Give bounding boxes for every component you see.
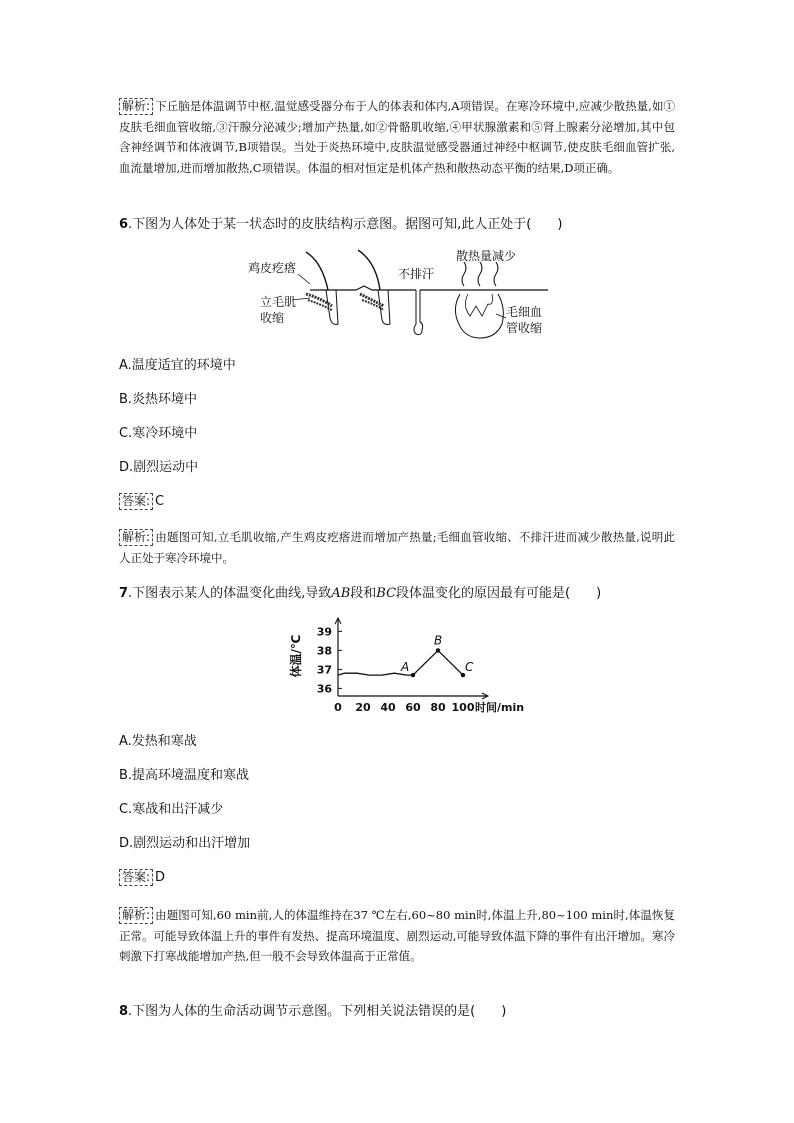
y-tick-label: 37: [316, 663, 332, 677]
skin-surface-line: [310, 286, 416, 290]
answer-tag: 答案:: [119, 869, 153, 886]
y-tick-label: 36: [316, 682, 332, 696]
label-no-sweat: 不排汗: [398, 267, 435, 281]
segment-ab: AB: [331, 586, 351, 601]
point-b: [436, 648, 440, 652]
analysis-text: 由题图可知,60 min前,人的体温维持在37 ℃左右,60~80 min时,体温上升,80~100 min时,体温恢复正常。可能导致体温上升的事件有发热、提高环境温度、剧烈运动,可能导致体温下降的事件有出汗增加。寒冷刺激下打寒战能增加产热,但一般不会导致体温高于正常值。: [119, 908, 675, 963]
question-stem: 段和: [350, 586, 377, 601]
analysis-text: 下丘脑是体温调节中枢,温觉感受器分布于人的体表和体内,A项错误。在寒冷环境中,应减少散热量,如①皮肤毛细血管收缩,③汗腺分泌减少;增加产热量,如②骨骼肌收缩,④甲状腺激素和⑤肾上腺素分泌增加,其中包含神经调节和体液调节,B项错误。当处于炎热环境中,皮肤温觉感受器通过神经中枢调节,使皮肤毛细血管扩张,血流量增加,进而增加散热,C项错误。体温的相对恒定是机体产热和散热动态平衡的结果,D项正确。: [119, 99, 675, 175]
sweat-gland: [414, 290, 423, 335]
x-tick-label: 80: [430, 701, 446, 714]
temperature-chart: [289, 614, 525, 720]
chart-ticks: [317, 625, 524, 714]
chart-points: [400, 633, 474, 677]
x-tick-label: 60: [405, 701, 421, 714]
option-b: B.提高环境温度和寒战: [119, 768, 250, 783]
question-number: 8: [119, 1004, 129, 1019]
question-number: 6: [119, 217, 129, 232]
capillary-loop: [465, 294, 492, 316]
label-goose-bumps: 鸡皮疙瘩: [248, 261, 297, 275]
hair: [306, 252, 328, 290]
label-arrector-muscle-2: 收缩: [260, 311, 285, 325]
question-8: [119, 1003, 675, 1021]
analysis-q5: [119, 96, 675, 178]
y-tick-label: 38: [316, 644, 332, 658]
x-axis-label: 时间/min: [475, 701, 525, 714]
question-7: [119, 585, 675, 603]
label-arrector-muscle: 立毛肌: [260, 295, 297, 309]
question-6: [119, 216, 675, 234]
label-capillary: 毛细血: [506, 305, 543, 319]
x-tick-label: 20: [355, 701, 371, 714]
x-tick-label: 0: [334, 701, 342, 714]
heat-wave: [494, 262, 498, 286]
option-b: B.炎热环境中: [119, 392, 198, 407]
point-label-b: B: [434, 633, 443, 648]
question-number: 7: [119, 586, 129, 601]
option-a: A.温度适宜的环境中: [119, 358, 236, 373]
answer-value: D: [155, 870, 166, 885]
option-d: D.剧烈运动中: [119, 460, 199, 475]
y-tick-label: 39: [316, 625, 332, 639]
question-stem: .下图为人体处于某一状态时的皮肤结构示意图。据图可知,此人正处于( ): [128, 217, 563, 232]
answer-tag: 答案:: [119, 493, 153, 510]
x-tick-label: 100: [451, 701, 475, 714]
skin-structure-figure: [248, 246, 553, 350]
point-label-a: A: [401, 660, 410, 675]
point-a: [411, 673, 415, 677]
leader-line: [496, 314, 506, 318]
hair: [358, 250, 380, 290]
point-label-c: C: [465, 660, 474, 675]
answer-value: C: [155, 494, 165, 509]
heat-wave: [478, 262, 482, 286]
analysis-tag: 解析:: [119, 529, 153, 546]
option-d: D.剧烈运动和出汗增加: [119, 836, 251, 851]
x-tick-label: 40: [380, 701, 396, 714]
option-c: C.寒战和出汗减少: [119, 802, 224, 817]
label-capillary-2: 管收缩: [506, 321, 543, 335]
option-c: C.寒冷环境中: [119, 426, 198, 441]
answer-q7: [119, 869, 165, 887]
segment-bc: BC: [376, 586, 397, 601]
leader-line: [298, 274, 310, 284]
analysis-q6: [119, 527, 675, 568]
analysis-tag: 解析:: [119, 907, 153, 924]
label-heat-loss: 散热量减少: [456, 249, 517, 263]
analysis-q7: [119, 905, 675, 967]
question-stem: .下图表示某人的体温变化曲线,导致: [128, 586, 332, 601]
option-a: A.发热和寒战: [119, 734, 197, 749]
capillary-loop: [455, 294, 503, 338]
question-stem: .下图为人体的生命活动调节示意图。下列相关说法错误的是( ): [128, 1004, 507, 1019]
y-axis-label: 体温/℃: [289, 634, 303, 678]
question-stem: 段体温变化的原因最有可能是( ): [396, 586, 602, 601]
heat-wave: [462, 262, 466, 286]
answer-q6: [119, 493, 164, 511]
analysis-tag: 解析:: [119, 98, 153, 115]
analysis-text: 由题图可知,立毛肌收缩,产生鸡皮疙瘩进而增加产热量;毛细血管收缩、不排汗进而减少散热量,说明此人正处于寒冷环境中。: [119, 530, 675, 565]
